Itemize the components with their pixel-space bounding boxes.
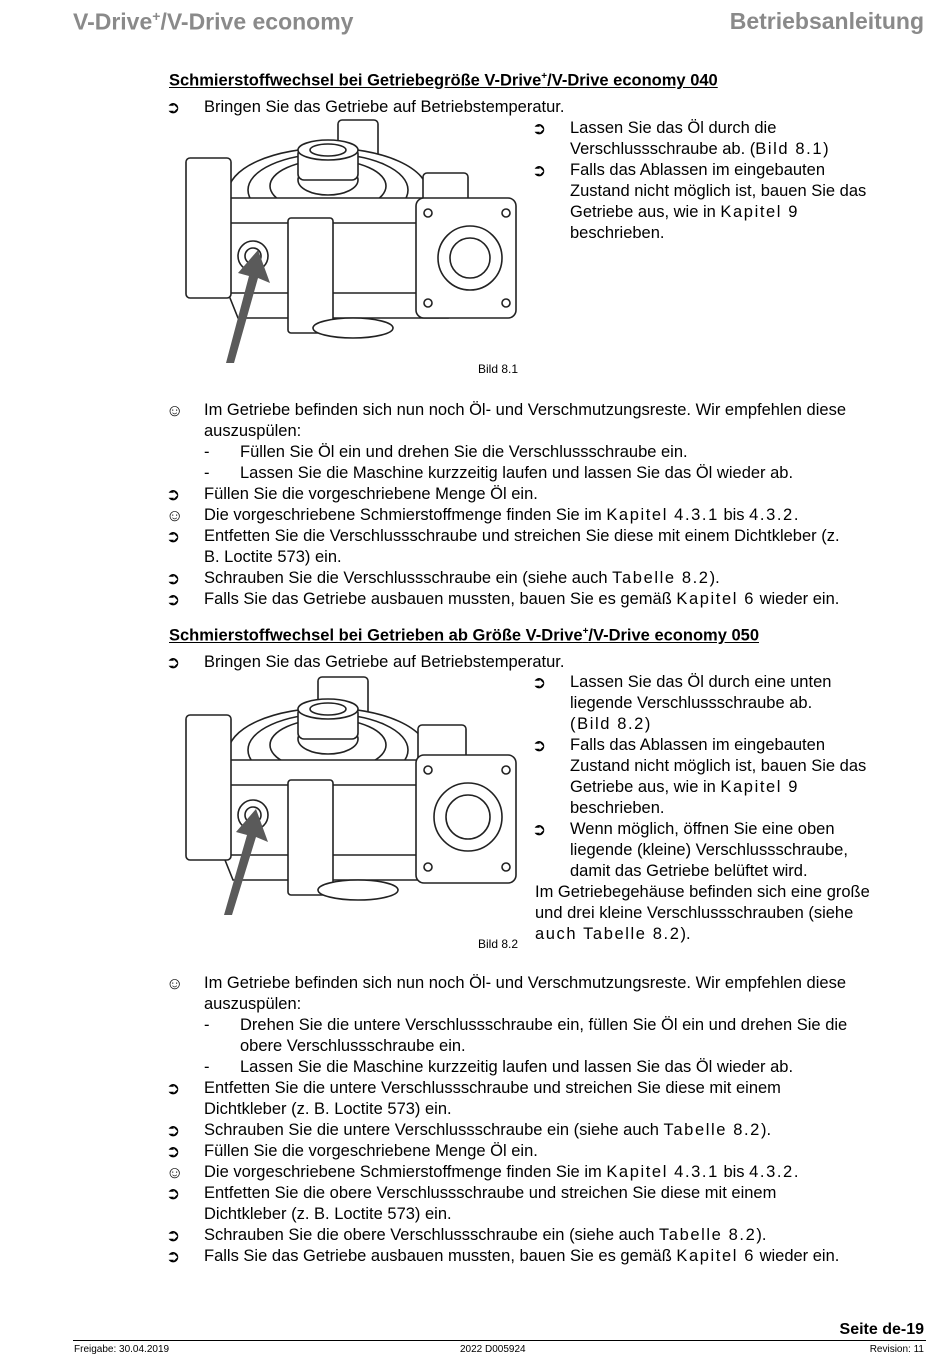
arrow-icon: ➲ — [166, 1121, 181, 1140]
section1-sub1: - Füllen Sie Öl ein und drehen Sie die Verschlussschraube ein. — [204, 443, 688, 461]
arrow-icon: ➲ — [166, 98, 181, 117]
section2-step4: ➲ Füllen Sie die vorgeschriebene Menge Öl ein. — [166, 1142, 538, 1161]
section2-title: Schmierstoffwechsel bei Getrieben ab Größe V-Drive+/V-Drive economy 050 — [169, 626, 759, 645]
revision: Revision: 11 — [869, 1344, 924, 1355]
arrow-icon: ➲ — [166, 653, 181, 672]
section2-note1: ☺ Im Getriebe befinden sich nun noch Öl- und Verschmutzungsreste. Wir empfehlen diese auszuspülen: — [166, 974, 847, 1013]
section1-right-step2: ➲ Falls das Ablassen im eingebauten Zustand nicht möglich ist, bauen Sie das Getriebe aus, wie in Kapitel 9 beschrieben. — [532, 161, 867, 242]
arrow-icon: ➲ — [532, 736, 547, 755]
gearbox-figure-8-2 — [178, 675, 523, 920]
section1-note1: ☺ Im Getriebe befinden sich nun noch Öl- und Verschmutzungsreste. Wir empfehlen diese auszuspülen: — [166, 401, 847, 440]
arrow-icon: ➲ — [532, 119, 547, 138]
document-number: 2022 D005924 — [460, 1344, 526, 1355]
header-product-title: V-Drive+/V-Drive economy — [73, 8, 354, 35]
section2-note2: ☺ Die vorgeschriebene Schmierstoffmenge finden Sie im Kapitel 4.3.1 bis 4.3.2. — [166, 1163, 801, 1182]
arrow-icon: ➲ — [166, 1184, 181, 1203]
section2-step2: ➲ Entfetten Sie die untere Verschlussschraube und streichen Sie diese mit einem Dichtkleber (z. B. Loctite 573) ein. — [166, 1079, 781, 1118]
arrow-icon: ➲ — [166, 527, 181, 546]
figure-caption: Bild 8.2 — [478, 937, 519, 951]
gearbox-figure-8-1 — [178, 118, 523, 368]
section2-housing-note: Im Getriebegehäuse befinden sich eine große und drei kleine Verschlussschrauben (siehe auch Tabelle 8.2). — [535, 883, 870, 943]
footer-divider — [73, 1340, 926, 1341]
arrow-icon: ➲ — [166, 1226, 181, 1245]
section2-right-step3: ➲ Wenn möglich, öffnen Sie eine oben liegende (kleine) Verschlussschraube, damit das Getriebe belüftet wird. — [532, 820, 848, 880]
arrow-icon: ➲ — [166, 1079, 181, 1098]
arrow-icon: ➲ — [166, 485, 181, 504]
section2-step3: ➲ Schrauben Sie die untere Verschlussschraube ein (siehe auch Tabelle 8.2). — [166, 1121, 772, 1140]
section1-sub2: - Lassen Sie die Maschine kurzzeitig laufen und lassen Sie das Öl wieder ab. — [204, 464, 794, 482]
page-number: Seite de-19 — [839, 1321, 924, 1338]
smiley-icon: ☺ — [166, 1163, 184, 1182]
release-date: Freigabe: 30.04.2019 — [74, 1344, 170, 1355]
section2-sub1: - Drehen Sie die untere Verschlussschraube ein, füllen Sie Öl ein und drehen Sie die obere Verschlussschraube ein. — [204, 1016, 848, 1055]
section1-step3: ➲ Entfetten Sie die Verschlussschraube und streichen Sie diese mit einem Dichtkleber (z. B. Loctite 573) ein. — [166, 527, 840, 566]
smiley-icon: ☺ — [166, 506, 184, 525]
section2-step5: ➲ Entfetten Sie die obere Verschlussschraube und streichen Sie diese mit einem Dichtkleber (z. B. Loctite 573) ein. — [166, 1184, 777, 1223]
section1-note2: ☺ Die vorgeschriebene Schmierstoffmenge finden Sie im Kapitel 4.3.1 bis 4.3.2. — [166, 506, 801, 525]
section1-step1: ➲ Bringen Sie das Getriebe auf Betriebstemperatur. — [166, 98, 565, 117]
section2-sub2: - Lassen Sie die Maschine kurzzeitig laufen und lassen Sie das Öl wieder ab. — [204, 1058, 794, 1076]
arrow-icon: ➲ — [166, 569, 181, 588]
section2-step1: ➲ Bringen Sie das Getriebe auf Betriebstemperatur. — [166, 653, 565, 672]
section1-step2: ➲ Füllen Sie die vorgeschriebene Menge Öl ein. — [166, 485, 538, 504]
arrow-icon: ➲ — [532, 161, 547, 180]
section2-right-step2: ➲ Falls das Ablassen im eingebauten Zustand nicht möglich ist, bauen Sie das Getriebe aus, wie in Kapitel 9 beschrieben. — [532, 736, 867, 817]
section1-step4: ➲ Schrauben Sie die Verschlussschraube ein (siehe auch Tabelle 8.2). — [166, 569, 720, 588]
section2-step6: ➲ Schrauben Sie die obere Verschlussschraube ein (siehe auch Tabelle 8.2). — [166, 1226, 767, 1245]
section1-right-step1: ➲ Lassen Sie das Öl durch die Verschlussschraube ab. (Bild 8.1) — [532, 119, 829, 158]
section2-right-step1: ➲ Lassen Sie das Öl durch eine unten liegende Verschlussschraube ab. (Bild 8.2) — [532, 673, 832, 733]
arrow-icon: ➲ — [166, 1247, 181, 1266]
section2-step7: ➲ Falls Sie das Getriebe ausbauen mussten, bauen Sie es gemäß Kapitel 6 wieder ein. — [166, 1247, 840, 1266]
section1-title: Schmierstoffwechsel bei Getriebegröße V-Drive+/V-Drive economy 040 — [169, 71, 718, 90]
header-doc-type: Betriebsanleitung — [729, 8, 924, 34]
smiley-icon: ☺ — [166, 401, 184, 420]
smiley-icon: ☺ — [166, 974, 184, 993]
arrow-icon: ➲ — [532, 820, 547, 839]
figure-caption: Bild 8.1 — [478, 362, 519, 376]
section1-step5: ➲ Falls Sie das Getriebe ausbauen mussten, bauen Sie es gemäß Kapitel 6 wieder ein. — [166, 590, 840, 609]
arrow-icon: ➲ — [166, 1142, 181, 1161]
arrow-icon: ➲ — [532, 673, 547, 692]
arrow-icon: ➲ — [166, 590, 181, 609]
